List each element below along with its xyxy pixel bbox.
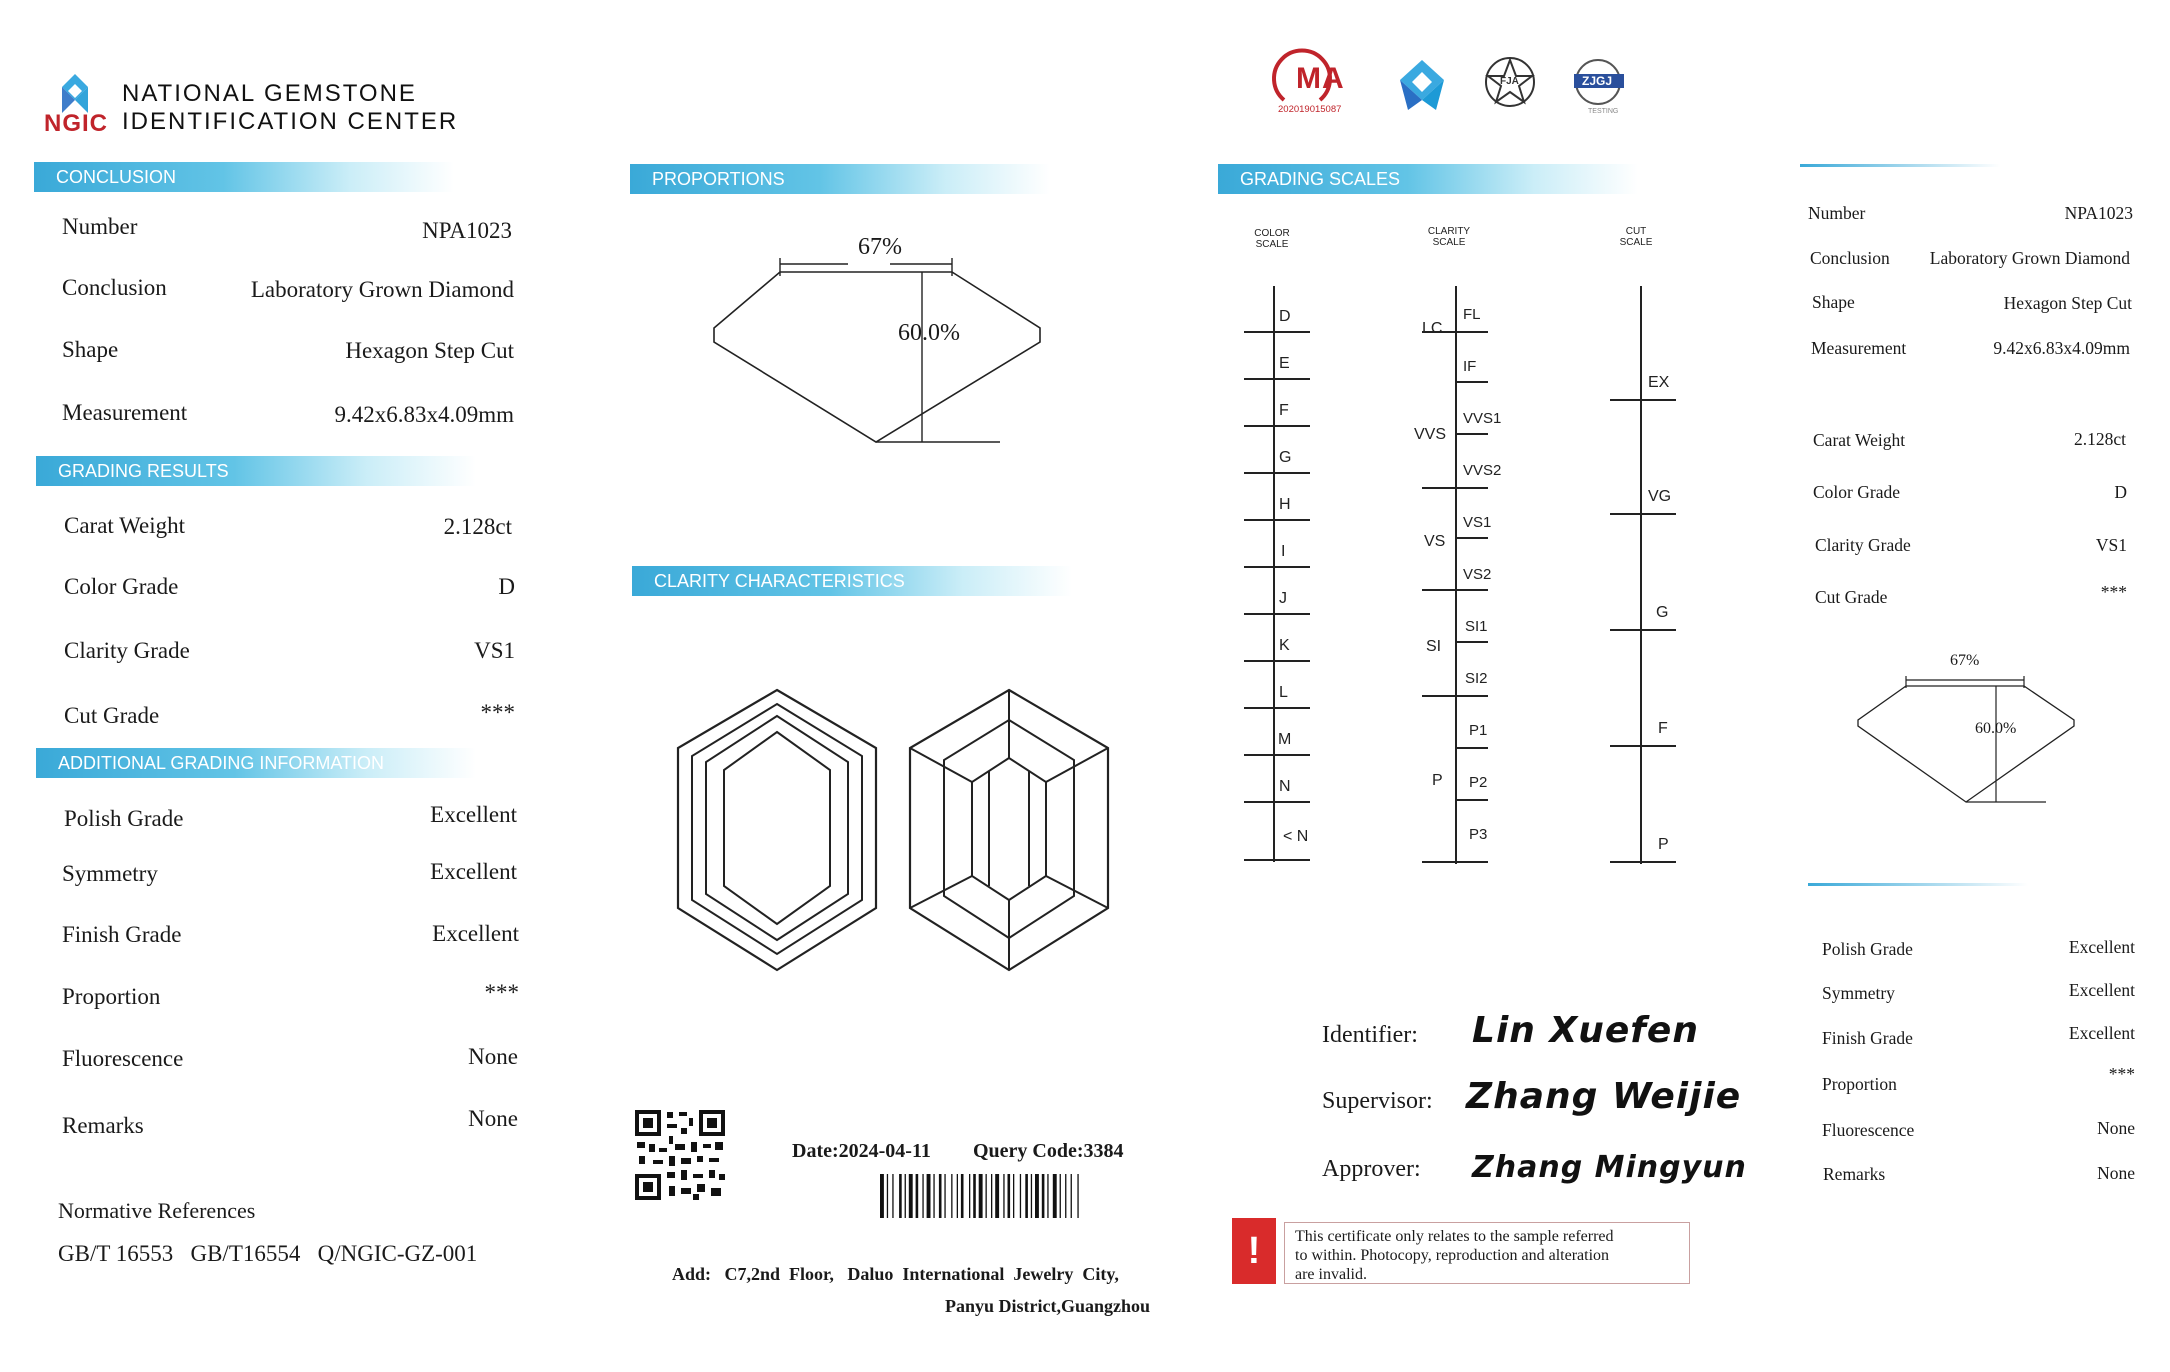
grading-label-carat: Carat Weight [64,513,185,538]
crown-view-diagram [672,686,882,976]
color-grade-m: M [1278,731,1292,748]
clarity-grade-si2: SI2 [1465,670,1488,687]
grading-label-color: Color Grade [64,574,179,599]
clarity-group-vs: VS [1424,533,1446,550]
summary-label-remarks: Remarks [1823,1164,1886,1184]
clarity-grade-vs2: VS2 [1463,566,1492,583]
cma-number: 202019015087 [1278,104,1342,115]
cut-scale-label-1: CUT [1625,226,1647,237]
address-line1: Add: C7,2nd Floor, Daluo International Jewelry City, [672,1264,1119,1284]
clarity-group-p: P [1432,772,1443,789]
additional-value-proportion: *** [484,980,519,1005]
clarity-band: CLARITY CHARACTERISTICS [632,566,1072,596]
additional-value-symmetry: Excellent [430,859,517,884]
color-grade-l: L [1279,684,1288,701]
org-name-line1: NATIONAL GEMSTONE [122,80,417,107]
additional-label-finish: Finish Grade [62,922,182,947]
cut-grade-f: F [1658,720,1668,737]
color-grade-e: E [1279,355,1290,372]
conclusion-label-number: Number [62,214,138,239]
summary-label-shape: Shape [1812,292,1855,312]
address-line2: Panyu District,Guangzhou [944,1296,1150,1316]
color-grade-f: F [1279,402,1289,419]
grading-scales-band: GRADING SCALES [1218,164,1638,194]
grading-value-clarity: VS1 [474,638,515,663]
grading-results-band: GRADING RESULTS [36,456,476,486]
additional-value-fluorescence: None [468,1044,518,1069]
summary-value-color: D [2114,482,2127,502]
summary-label-symmetry: Symmetry [1822,983,1895,1003]
cut-grade-vg: VG [1648,488,1672,505]
clarity-grade-p3: P3 [1469,826,1488,843]
proportion-table-pct: 67% [858,234,902,260]
fja-badge [1482,54,1538,110]
summary-label-proportion: Proportion [1822,1074,1897,1094]
cma-text: MA [1296,62,1345,95]
summary-bottom-rule [1808,883,2028,886]
warning-icon [1232,1218,1276,1284]
summary-value-finish: Excellent [2068,1023,2135,1043]
additional-band: ADDITIONAL GRADING INFORMATION [36,748,476,778]
summary-label-clarity: Clarity Grade [1815,535,1911,555]
identifier-label: Identifier: [1322,1022,1418,1048]
clarity-grade-p1: P1 [1469,722,1488,739]
clarity-grade-vs1: VS1 [1463,514,1492,531]
cut-scale-label [1616,226,1656,248]
disclaimer-text-frame [1284,1222,1690,1284]
summary-label-number: Number [1808,203,1866,223]
conclusion-band: CONCLUSION [34,162,454,192]
query-code: Query Code:3384 [973,1140,1124,1162]
zjgj-sub: TESTING [1588,108,1619,115]
normative-title: Normative References [58,1198,256,1223]
color-grade-g: G [1279,449,1292,466]
additional-label-polish: Polish Grade [64,806,184,831]
summary-value-remarks: None [2097,1163,2135,1183]
identifier-signature: Lin Xuefen [1472,1010,1699,1051]
ngic-badge-icon [1390,58,1454,114]
color-grade-d: D [1279,308,1291,325]
additional-value-finish: Excellent [432,921,519,946]
summary-label-cut: Cut Grade [1815,587,1888,607]
color-grade-i: I [1281,543,1286,560]
summary-value-clarity: VS1 [2095,535,2127,555]
approver-label: Approver: [1322,1156,1421,1182]
barcode-icon [880,1174,1134,1218]
grading-value-color: D [498,574,515,599]
supervisor-label: Supervisor: [1322,1088,1433,1114]
summary-value-cut: *** [2100,582,2127,602]
summary-value-polish: Excellent [2068,937,2135,957]
summary-value-measurement: 9.42x6.83x4.09mm [1993,338,2130,358]
warning-icon-glyph: ! [1247,1230,1261,1272]
clarity-grade-fl: FL [1463,306,1481,323]
color-scale-label-2: SCALE [1255,239,1289,250]
conclusion-value-shape: Hexagon Step Cut [345,338,514,363]
summary-value-symmetry: Excellent [2068,980,2135,1000]
summary-value-conclusion: Laboratory Grown Diamond [1929,248,2130,268]
disclaimer-line1: This certificate only relates to the sample referred [1295,1228,1614,1245]
additional-label-symmetry: Symmetry [62,861,158,886]
clarity-scale-label-2: SCALE [1432,237,1466,248]
disclaimer-box [1232,1218,1696,1290]
org-name-line2: IDENTIFICATION CENTER [122,108,459,135]
report-date: Date:2024-04-11 [792,1140,931,1162]
zjgj-badge [1568,58,1632,118]
supervisor-signature: Zhang Weijie [1466,1076,1742,1117]
normative-refs: GB/T 16553 GB/T16554 Q/NGIC-GZ-001 [58,1241,478,1266]
logo-text: NGIC [44,110,108,137]
summary-value-fluorescence: None [2097,1118,2135,1138]
summary-depth-pct: 60.0% [1975,720,2017,737]
additional-label-fluorescence: Fluorescence [62,1046,184,1071]
qr-code-icon[interactable] [633,1108,727,1202]
grading-label-cut: Cut Grade [64,703,160,728]
zjgj-text: ZJGJ [1582,74,1613,88]
disclaimer-line2: to within. Photocopy, reproduction and alteration [1295,1247,1610,1264]
conclusion-value-measurement: 9.42x6.83x4.09mm [334,402,514,427]
color-grade-below-n: < N [1283,828,1309,845]
grading-label-clarity: Clarity Grade [64,638,190,663]
summary-label-polish: Polish Grade [1822,939,1913,959]
summary-value-carat: 2.128ct [2073,429,2126,449]
clarity-scale-label [1424,226,1474,248]
clarity-group-lc: LC [1422,320,1443,337]
additional-value-polish: Excellent [430,802,517,827]
color-scale-label [1252,228,1292,250]
color-grade-n: N [1279,778,1291,795]
conclusion-value-number: NPA1023 [422,218,512,243]
proportions-band: PROPORTIONS [630,164,1050,194]
summary-value-shape: Hexagon Step Cut [2003,293,2132,313]
proportion-diagram [700,240,1060,450]
approver-signature: Zhang Mingyun [1472,1150,1747,1185]
summary-label-carat: Carat Weight [1813,430,1906,450]
summary-proportion-diagram [1856,670,2076,808]
disclaimer-line3: are invalid. [1295,1266,1367,1283]
clarity-scale-label-1: CLARITY [1427,226,1471,237]
conclusion-value-conclusion: Laboratory Grown Diamond [250,277,514,302]
pavilion-view-diagram [904,686,1114,976]
proportion-depth-pct: 60.0% [898,320,960,346]
cma-badge [1278,60,1354,116]
color-grade-h: H [1279,496,1291,513]
summary-value-proportion: *** [2108,1064,2135,1084]
additional-value-remarks: None [468,1106,518,1131]
summary-label-color: Color Grade [1813,482,1900,502]
cut-scale-ticks [1610,286,1680,866]
clarity-grade-p2: P2 [1469,774,1488,791]
color-grade-k: K [1279,637,1290,654]
summary-value-number: NPA1023 [2064,203,2133,223]
summary-label-conclusion: Conclusion [1810,248,1890,268]
summary-label-finish: Finish Grade [1822,1028,1913,1048]
clarity-grade-if: IF [1463,358,1477,375]
cut-scale-label-2: SCALE [1619,237,1653,248]
clarity-grade-vvs2: VVS2 [1463,462,1502,479]
color-grade-j: J [1279,590,1287,607]
conclusion-label-shape: Shape [62,337,119,362]
color-scale-ticks [1244,286,1314,866]
clarity-group-si: SI [1426,638,1442,655]
summary-top-rule [1800,164,2000,167]
additional-label-remarks: Remarks [62,1113,144,1138]
cut-grade-ex: EX [1648,374,1670,391]
summary-label-measurement: Measurement [1811,338,1907,358]
additional-label-proportion: Proportion [62,984,161,1009]
clarity-group-vvs: VVS [1414,426,1447,443]
grading-value-cut: *** [480,700,515,725]
cut-grade-g: G [1656,604,1669,621]
conclusion-label-conclusion: Conclusion [62,275,167,300]
fja-text: FJA [1500,76,1519,87]
summary-label-fluorescence: Fluorescence [1822,1120,1915,1140]
grading-value-carat: 2.128ct [443,514,512,539]
conclusion-label-measurement: Measurement [62,400,188,425]
clarity-grade-vvs1: VVS1 [1463,410,1502,427]
cut-grade-p: P [1658,836,1669,853]
clarity-grade-si1: SI1 [1465,618,1488,635]
summary-table-pct: 67% [1950,652,1980,669]
color-scale-label-1: COLOR [1254,228,1290,239]
